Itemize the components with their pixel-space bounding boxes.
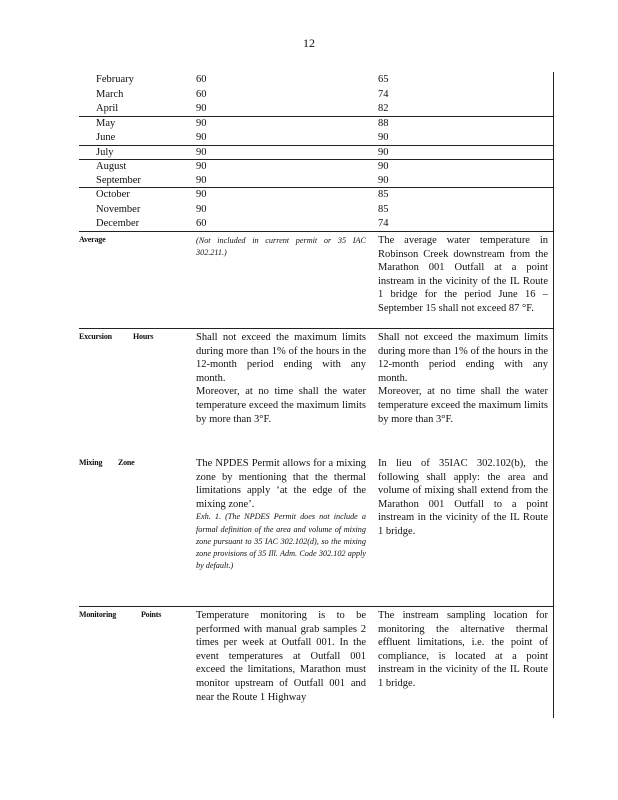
zone-label: Zone — [118, 458, 135, 467]
monitoring-col2-text: Temperature monitoring is to be performed with manual grab samples 2 times per week at Outfall 001. In the event temperatures at Outfall 001 exceed the limitations, Marathon must monitor upstream of Outfall 001 and near the Route 1 Highway — [196, 610, 366, 703]
average-col2-text: (Not included in current permit or 35 IAC 302.211.) — [196, 236, 366, 258]
month-col3-value: 90 — [378, 161, 389, 172]
month-col2-value: 60 — [196, 74, 207, 85]
mixing-col2-paragraph-1: The NPDES Permit allows for a mixing zone by mentioning that the thermal limitations apply ‘at the edge of the mixing zone’. — [196, 458, 366, 510]
month-label: August — [96, 161, 127, 172]
average-col3-text: The average water temperature in Robinson Creek downstream from the Marathon 001 Outfall at a point instream in the vicinity of the IL Route 1 bridge for the period June 16 – September 15 shall not exceed 87 °F. — [378, 235, 548, 314]
month-label: November — [96, 204, 141, 215]
month-col3-value: 82 — [378, 103, 389, 114]
month-col2-value: 90 — [196, 118, 207, 129]
month-col3-value: 90 — [378, 147, 389, 158]
month-col2-value: 90 — [196, 189, 207, 200]
month-col3-value: 74 — [378, 218, 389, 229]
month-col3-value: 88 — [378, 118, 389, 129]
points-label: Points — [141, 610, 162, 619]
month-col3-value: 85 — [378, 204, 389, 215]
row-divider — [79, 606, 554, 607]
month-label: April — [96, 103, 119, 114]
month-label: May — [96, 118, 116, 129]
month-label: February — [96, 74, 134, 85]
month-label: October — [96, 189, 130, 200]
mixing-col2-text — [196, 457, 366, 572]
month-col2-value: 90 — [196, 161, 207, 172]
month-col2-value: 60 — [196, 89, 207, 100]
row-divider — [79, 231, 554, 232]
mixing-col3-text: In lieu of 35IAC 302.102(b), the following shall apply: the area and volume of mixing shall extend from the Marathon 001 Outfall to a point instream in the vicinity of the IL Route 1 bridge. — [378, 458, 548, 537]
month-col2-value: 90 — [196, 132, 207, 143]
excursion-label: Excursion — [79, 332, 112, 341]
excursion-col2-text — [196, 331, 366, 426]
excursion-col2-paragraph-2: Moreover, at no time shall the water temperature exceed the maximum limits by more than 3°F. — [196, 386, 366, 425]
excursion-col3-paragraph-2: Moreover, at no time shall the water temperature exceed the maximum limits by more than 3°F. — [378, 386, 548, 425]
mixing-label: Mixing — [79, 458, 103, 467]
excursion-col3-text — [378, 331, 548, 426]
row-divider — [79, 187, 554, 188]
row-divider — [79, 159, 554, 160]
month-label: July — [96, 147, 114, 158]
monitoring-col3-text: The instream sampling location for monitoring the alternative thermal effluent limitations, i.e. the point of compliance, is located at a point instream in the vicinity of the IL Route 1 bridge. — [378, 610, 548, 689]
row-divider — [79, 328, 554, 329]
excursion-col2-paragraph-1: Shall not exceed the maximum limits during more than 1% of the hours in the 12-month period ending with any month. — [196, 332, 366, 384]
row-divider — [79, 145, 554, 146]
month-col2-value: 90 — [196, 103, 207, 114]
month-label: December — [96, 218, 140, 229]
month-label: June — [96, 132, 116, 143]
table-right-border — [553, 72, 554, 718]
month-col2-value: 90 — [196, 147, 207, 158]
month-col3-value: 85 — [378, 189, 389, 200]
mixing-col2-paragraph-2: Exh. 1. (The NPDES Permit does not include a formal definition of the area and volume of mixing zone pursuant to 35 IAC 302.102(d), so the mixing zone provisions of 35 Ill. Adm. Code 302.102 apply by default.) — [196, 512, 366, 571]
monitoring-label: Monitoring — [79, 610, 117, 619]
month-col2-value: 60 — [196, 218, 207, 229]
month-label: March — [96, 89, 124, 100]
month-col2-value: 90 — [196, 175, 207, 186]
page-number: 12 — [303, 36, 315, 50]
month-col3-value: 74 — [378, 89, 389, 100]
average-label: Average — [79, 235, 106, 244]
month-col3-value: 90 — [378, 175, 389, 186]
month-col3-value: 90 — [378, 132, 389, 143]
month-label: September — [96, 175, 141, 186]
excursion-col3-paragraph-1: Shall not exceed the maximum limits during more than 1% of the hours in the 12-month period ending with any month. — [378, 332, 548, 384]
row-divider — [79, 116, 554, 117]
month-col3-value: 65 — [378, 74, 389, 85]
month-col2-value: 90 — [196, 204, 207, 215]
hours-label: Hours — [133, 332, 154, 341]
